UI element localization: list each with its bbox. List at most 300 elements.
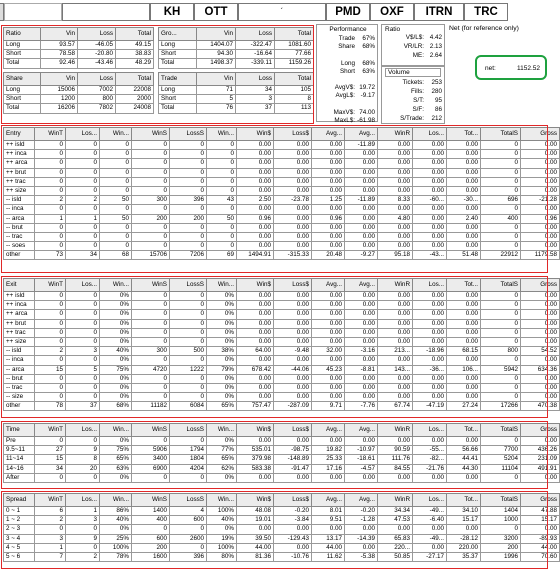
- table-cell: 0: [132, 150, 170, 159]
- volume-value: 253: [431, 79, 442, 86]
- table-cell: 0: [170, 159, 207, 168]
- table-cell: 0: [66, 150, 100, 159]
- table-cell: 0.00: [274, 337, 312, 346]
- spread-column-header: Avg...: [312, 494, 345, 507]
- table-cell: 400: [132, 516, 170, 525]
- time-header-row: [4, 424, 560, 437]
- table-cell: 0%: [207, 383, 237, 392]
- table-cell: -129.43: [274, 534, 312, 543]
- trade-header-row: [159, 73, 314, 86]
- table-cell: 44.00: [312, 543, 345, 552]
- gross-row-label: Long: [159, 41, 197, 50]
- table-cell: 0.00: [447, 223, 481, 232]
- table-cell: 106...: [447, 365, 481, 374]
- table-cell: 0.00: [413, 393, 447, 402]
- spread-column-header: WinS: [132, 494, 170, 507]
- table-row: [159, 59, 314, 68]
- table-cell: 0: [170, 437, 207, 446]
- table-cell: 0.00: [378, 150, 413, 159]
- table-cell: 0.00: [447, 337, 481, 346]
- time-column-header: Tot...: [447, 424, 481, 437]
- table-cell: 0.00: [274, 310, 312, 319]
- table-cell: 0.00: [345, 473, 378, 482]
- table-cell: 0: [132, 292, 170, 301]
- table-cell: 0.00: [237, 168, 274, 177]
- entry-column-header: Avg...: [312, 128, 345, 141]
- table-cell: 0.00: [237, 473, 274, 482]
- exit-header-row: [4, 279, 560, 292]
- table-cell: 0.00: [345, 242, 378, 251]
- table-cell: -47.19: [413, 402, 447, 411]
- table-cell: 1400: [132, 507, 170, 516]
- ratio-box-row: [382, 52, 444, 60]
- table-cell: 0%: [100, 310, 132, 319]
- table-cell: 0.00: [312, 383, 345, 392]
- table-cell: 1794: [170, 446, 207, 455]
- table-cell: 0: [132, 177, 170, 186]
- table-cell: 8: [66, 455, 100, 464]
- table-cell: 0: [481, 159, 521, 168]
- volume-panel: [381, 66, 445, 124]
- table-cell: 0: [35, 328, 66, 337]
- table-cell: 40%: [100, 347, 132, 356]
- table-cell: 0%: [207, 310, 237, 319]
- table-cell: 0.00: [312, 356, 345, 365]
- table-cell: 111.76: [378, 455, 413, 464]
- time-table: [3, 423, 560, 483]
- table-cell: 0.00: [345, 177, 378, 186]
- tab-oxf[interactable]: OXF: [370, 3, 414, 21]
- table-cell: 25%: [100, 534, 132, 543]
- table-cell: 0: [170, 383, 207, 392]
- volume-value: 280: [431, 88, 442, 95]
- spread-row-label: 5 ~ 6: [4, 552, 35, 561]
- volume-row: [382, 106, 444, 114]
- table-cell: 100%: [207, 507, 237, 516]
- net-value: 1152.52: [516, 65, 540, 72]
- table-cell: 0.00: [312, 393, 345, 402]
- table-cell: 1: [66, 507, 100, 516]
- table-cell: 0.00: [378, 177, 413, 186]
- spread-row-label: 3 ~ 4: [4, 534, 35, 543]
- table-cell: 0.00: [413, 543, 447, 552]
- table-cell: 0.00: [312, 159, 345, 168]
- table-row: [4, 446, 560, 455]
- exit-row-label: ++ arca: [4, 310, 35, 319]
- table-cell: 0.00: [237, 150, 274, 159]
- trade-column-header: Vin: [197, 73, 236, 86]
- entry-row-label: ++ isld: [4, 141, 35, 150]
- entry-row-label: -- arca: [4, 214, 35, 223]
- table-cell: 1498.37: [197, 59, 236, 68]
- table-cell: 0: [481, 168, 521, 177]
- table-cell: 300: [132, 347, 170, 356]
- table-cell: 800: [78, 95, 116, 104]
- table-row: [4, 186, 560, 195]
- entry-column-header: LossS: [170, 128, 207, 141]
- table-cell: 0: [481, 356, 521, 365]
- table-cell: 75%: [100, 365, 132, 374]
- table-cell: 39.50: [237, 534, 274, 543]
- table-cell: 0%: [100, 473, 132, 482]
- share-header-row: [4, 73, 154, 86]
- table-cell: 0.00: [237, 437, 274, 446]
- table-cell: 78.58: [41, 50, 78, 59]
- table-cell: -9.48: [274, 347, 312, 356]
- share-column-header: Vin: [41, 73, 78, 86]
- table-cell: 0: [170, 177, 207, 186]
- table-cell: 535.01: [237, 446, 274, 455]
- exit-row-label: ++ trac: [4, 328, 35, 337]
- table-cell: 0.00: [521, 232, 560, 241]
- table-cell: 0: [207, 150, 237, 159]
- table-row: [4, 507, 560, 516]
- table-cell: 0: [66, 205, 100, 214]
- table-row: [159, 50, 314, 59]
- table-cell: 15006: [41, 86, 78, 95]
- table-cell: 1200: [41, 95, 78, 104]
- tab-ott[interactable]: OTT: [194, 3, 238, 21]
- table-cell: 0: [35, 310, 66, 319]
- table-cell: 8.33: [378, 196, 413, 205]
- ratio-box-row: [382, 43, 444, 51]
- table-cell: 0.00: [447, 301, 481, 310]
- table-cell: 4204: [170, 464, 207, 473]
- table-cell: 11182: [132, 402, 170, 411]
- table-cell: 0: [481, 437, 521, 446]
- table-cell: 0: [132, 232, 170, 241]
- table-cell: 9.71: [312, 402, 345, 411]
- table-cell: 0: [132, 159, 170, 168]
- table-cell: 696: [481, 196, 521, 205]
- table-cell: 0: [132, 328, 170, 337]
- volume-row: [382, 79, 444, 87]
- table-cell: 0.00: [274, 383, 312, 392]
- table-cell: 34: [66, 251, 100, 260]
- time-column-header: Time: [4, 424, 35, 437]
- table-cell: 220.00: [447, 543, 481, 552]
- spread-column-header: Loss$: [274, 494, 312, 507]
- table-cell: 0: [170, 168, 207, 177]
- exit-column-header: WinS: [132, 279, 170, 292]
- table-cell: 0: [66, 374, 100, 383]
- table-cell: 0.00: [274, 177, 312, 186]
- table-cell: 379.98: [237, 455, 274, 464]
- table-cell: 0.00: [447, 186, 481, 195]
- trade-row-label: Total: [159, 104, 197, 113]
- table-cell: -49...: [413, 507, 447, 516]
- table-cell: 1404: [481, 507, 521, 516]
- share-row-label: Total: [4, 104, 41, 113]
- table-cell: 0.00: [237, 393, 274, 402]
- table-cell: 0.00: [237, 383, 274, 392]
- table-cell: 0.00: [312, 301, 345, 310]
- table-cell: 0.96: [312, 214, 345, 223]
- table-cell: 44.00: [521, 543, 560, 552]
- table-cell: 0: [66, 232, 100, 241]
- table-cell: 37: [66, 402, 100, 411]
- table-cell: 0: [170, 292, 207, 301]
- time-column-header: Win...: [207, 424, 237, 437]
- exit-row-label: -- arca: [4, 365, 35, 374]
- table-cell: -16.64: [236, 50, 275, 59]
- table-cell: 0: [481, 141, 521, 150]
- table-cell: 0.00: [312, 141, 345, 150]
- spread-column-header: Win$: [237, 494, 274, 507]
- spread-column-header: WinT: [35, 494, 66, 507]
- table-cell: 0.00: [274, 328, 312, 337]
- entry-column-header: Win$: [237, 128, 274, 141]
- time-column-header: WinR: [378, 424, 413, 437]
- table-row: [4, 473, 560, 482]
- table-cell: 0: [100, 177, 132, 186]
- table-cell: -6.40: [413, 516, 447, 525]
- tab-blank-2[interactable]: [62, 3, 150, 21]
- table-cell: -43...: [413, 251, 447, 260]
- table-cell: 11.62: [312, 552, 345, 561]
- table-cell: 32.00: [312, 347, 345, 356]
- table-cell: 0: [481, 374, 521, 383]
- table-cell: 0.00: [274, 319, 312, 328]
- exit-column-header: Avg...: [345, 279, 378, 292]
- table-cell: 0.00: [447, 292, 481, 301]
- table-cell: 0: [170, 205, 207, 214]
- table-cell: 0: [132, 437, 170, 446]
- table-cell: 396: [170, 552, 207, 561]
- exit-table: [3, 278, 560, 411]
- spread-column-header: Avg...: [345, 494, 378, 507]
- table-cell: 0: [132, 168, 170, 177]
- table-row: [4, 437, 560, 446]
- ratio-column-header: Ratio: [4, 28, 41, 41]
- tab-blank-1[interactable]: [4, 3, 62, 21]
- tab-itrn[interactable]: ITRN: [414, 3, 464, 21]
- table-cell: 0: [132, 319, 170, 328]
- table-cell: -148.89: [274, 455, 312, 464]
- table-cell: 0%: [100, 356, 132, 365]
- table-cell: -9.27: [345, 251, 378, 260]
- table-cell: 0: [132, 205, 170, 214]
- table-cell: 20: [66, 464, 100, 473]
- table-cell: 44.41: [447, 455, 481, 464]
- time-column-header: Los...: [413, 424, 447, 437]
- table-cell: 0: [35, 319, 66, 328]
- table-cell: 0.00: [447, 168, 481, 177]
- table-cell: 50.85: [378, 552, 413, 561]
- table-cell: 0.00: [521, 525, 560, 534]
- spread-column-header: Win...: [100, 494, 132, 507]
- entry-row-label: ++ inca: [4, 150, 35, 159]
- table-row: [4, 525, 560, 534]
- exit-column-header: Gross: [521, 279, 560, 292]
- entry-row-label: -- soes: [4, 242, 35, 251]
- table-cell: 1: [66, 214, 100, 223]
- table-cell: 0: [66, 393, 100, 402]
- table-cell: 0.00: [413, 292, 447, 301]
- table-cell: 17266: [481, 402, 521, 411]
- table-row: [4, 141, 560, 150]
- table-cell: 44.30: [447, 464, 481, 473]
- table-cell: 0.00: [378, 232, 413, 241]
- entry-row-label: ++ brut: [4, 168, 35, 177]
- exit-column-header: Los...: [413, 279, 447, 292]
- exit-column-header: Exit: [4, 279, 35, 292]
- table-cell: 3: [236, 95, 275, 104]
- time-column-header: Avg...: [312, 424, 345, 437]
- table-cell: 0: [35, 383, 66, 392]
- table-cell: 0: [481, 319, 521, 328]
- tab-trc[interactable]: TRC: [464, 3, 508, 21]
- table-cell: 0.00: [274, 356, 312, 365]
- table-cell: 2: [35, 196, 66, 205]
- table-cell: 0.00: [237, 205, 274, 214]
- table-row: [4, 319, 560, 328]
- table-cell: 300: [132, 196, 170, 205]
- table-cell: 0: [481, 473, 521, 482]
- table-cell: 63%: [100, 464, 132, 473]
- table-cell: 0.00: [413, 177, 447, 186]
- gross-row-label: Short: [159, 50, 197, 59]
- entry-column-header: Avg...: [345, 128, 378, 141]
- spread-column-header: Los...: [66, 494, 100, 507]
- tab-bar: [0, 0, 550, 24]
- trade-column-header: Loss: [236, 73, 275, 86]
- table-cell: 0.00: [237, 292, 274, 301]
- table-cell: 0.00: [345, 525, 378, 534]
- table-cell: 3: [66, 516, 100, 525]
- exit-column-header: Win...: [207, 279, 237, 292]
- table-cell: 0.00: [312, 337, 345, 346]
- table-cell: -339.11: [236, 59, 275, 68]
- table-cell: 1: [35, 543, 66, 552]
- tab-pmd[interactable]: PMD: [326, 3, 370, 21]
- table-cell: 8: [275, 95, 314, 104]
- table-cell: -14.39: [345, 534, 378, 543]
- table-cell: 0.00: [521, 337, 560, 346]
- table-cell: 0%: [100, 337, 132, 346]
- table-cell: 19.82: [312, 446, 345, 455]
- table-cell: -28.12: [447, 534, 481, 543]
- table-cell: 0: [35, 232, 66, 241]
- volume-value: 95: [434, 97, 442, 104]
- performance-label: Trade: [338, 35, 355, 42]
- table-cell: 0.00: [378, 310, 413, 319]
- table-cell: 0: [132, 356, 170, 365]
- table-cell: 6: [35, 507, 66, 516]
- table-row: [4, 214, 560, 223]
- table-cell: 0.00: [378, 525, 413, 534]
- trade-row-label: Long: [159, 86, 197, 95]
- table-cell: 0: [481, 301, 521, 310]
- table-cell: -5.38: [345, 552, 378, 561]
- entry-column-header: WinS: [132, 128, 170, 141]
- table-cell: 0.00: [312, 292, 345, 301]
- table-cell: 3: [35, 534, 66, 543]
- table-cell: 44.00: [237, 543, 274, 552]
- table-cell: 0: [207, 177, 237, 186]
- table-cell: 0.00: [378, 383, 413, 392]
- table-cell: -10.76: [274, 552, 312, 561]
- entry-row-label: -- trac: [4, 232, 35, 241]
- table-cell: 0: [100, 205, 132, 214]
- table-cell: 0.00: [378, 328, 413, 337]
- table-cell: 8.01: [312, 507, 345, 516]
- table-cell: 0.00: [345, 374, 378, 383]
- table-cell: 79%: [207, 365, 237, 374]
- table-cell: 3200: [481, 534, 521, 543]
- entry-column-header: Los...: [413, 128, 447, 141]
- table-cell: 100%: [100, 543, 132, 552]
- table-row: [4, 402, 560, 411]
- table-cell: 0.00: [274, 205, 312, 214]
- table-cell: 0: [66, 437, 100, 446]
- table-cell: 0: [35, 159, 66, 168]
- table-cell: 0: [66, 356, 100, 365]
- table-cell: 3400: [132, 455, 170, 464]
- table-cell: 70.60: [521, 552, 560, 561]
- table-cell: 0.00: [312, 473, 345, 482]
- table-cell: 0.00: [312, 310, 345, 319]
- table-cell: -36...: [413, 365, 447, 374]
- table-cell: 1159.26: [275, 59, 314, 68]
- table-cell: 0: [66, 292, 100, 301]
- table-cell: 50: [207, 214, 237, 223]
- table-cell: 0: [170, 150, 207, 159]
- table-cell: 9: [66, 446, 100, 455]
- tab-kh[interactable]: KH: [150, 3, 194, 21]
- table-row: [4, 310, 560, 319]
- table-cell: 0: [66, 543, 100, 552]
- ratio-column-header: Vin: [41, 28, 78, 41]
- table-cell: 0: [66, 337, 100, 346]
- table-cell: 0.00: [274, 393, 312, 402]
- exit-row-label: ++ isld: [4, 292, 35, 301]
- net-caption: Net (for reference only): [449, 25, 519, 32]
- table-cell: 0.00: [345, 310, 378, 319]
- table-cell: 0: [35, 141, 66, 150]
- table-cell: -46.05: [78, 41, 116, 50]
- table-cell: 0.00: [274, 292, 312, 301]
- table-cell: 500: [170, 347, 207, 356]
- table-cell: 47.53: [378, 516, 413, 525]
- table-row: [159, 41, 314, 50]
- table-cell: 0.00: [447, 177, 481, 186]
- performance-value: 67%: [362, 35, 375, 42]
- table-cell: 0.00: [378, 356, 413, 365]
- entry-column-header: Tot...: [447, 128, 481, 141]
- table-cell: 0%: [207, 473, 237, 482]
- table-cell: 5: [197, 95, 236, 104]
- table-cell: 0.00: [413, 525, 447, 534]
- table-row: [4, 337, 560, 346]
- table-cell: 0%: [100, 525, 132, 534]
- table-cell: 0.00: [413, 150, 447, 159]
- exit-column-header: LossS: [170, 279, 207, 292]
- performance-value: 19.72: [359, 84, 375, 92]
- table-cell: 0.00: [345, 150, 378, 159]
- tab-blank-3[interactable]: ´: [238, 3, 326, 21]
- table-cell: 81.36: [237, 552, 274, 561]
- table-cell: 0.00: [521, 301, 560, 310]
- table-cell: 0.00: [413, 310, 447, 319]
- table-cell: -60...: [413, 196, 447, 205]
- table-cell: 90.59: [378, 446, 413, 455]
- table-cell: 220...: [378, 543, 413, 552]
- table-cell: 0: [35, 473, 66, 482]
- performance-row: [317, 92, 377, 100]
- performance-row: [317, 117, 377, 125]
- table-row: [159, 95, 314, 104]
